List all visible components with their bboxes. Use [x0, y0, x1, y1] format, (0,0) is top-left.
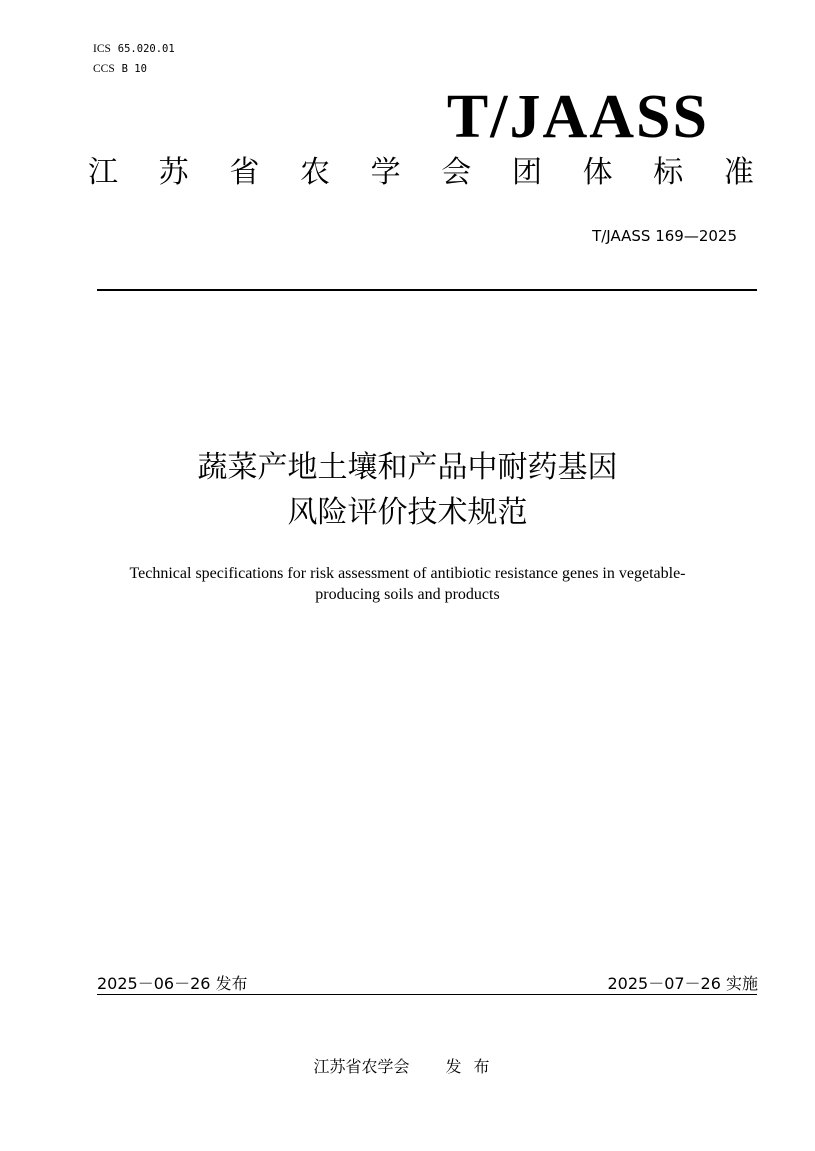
standard-number: T/JAASS 169—2025 [592, 227, 737, 245]
publisher-action: 发布 [445, 1057, 502, 1076]
document-title-en: Technical specifications for risk assessment of antibiotic resistance genes in vegetable-producing soils and products [129, 565, 686, 603]
ics-row [93, 39, 175, 59]
classification-codes [93, 39, 175, 79]
standard-brand-logo: T/JAASS [446, 83, 709, 151]
org-title-char: 标 [653, 155, 684, 190]
org-title-char: 会 [441, 155, 472, 190]
implementation-date: 2025－07－26 实施 [607, 974, 758, 993]
ccs-label: CCS [93, 63, 115, 75]
ccs-value: B 10 [121, 63, 147, 75]
org-title-char: 准 [723, 155, 754, 190]
issue-date: 2025－06－26 发布 [97, 974, 248, 993]
ics-label: ICS [93, 43, 111, 55]
header-divider [97, 289, 757, 291]
ccs-row [93, 59, 175, 79]
publisher-org: 江苏省农学会 [313, 1057, 410, 1076]
footer-divider [97, 994, 757, 995]
title-cn-line2: 风险评价技术规范 [287, 495, 528, 530]
title-cn-line1: 蔬菜产地土壤和产品中耐药基因 [197, 450, 618, 485]
org-title-char: 苏 [158, 155, 189, 190]
org-title-char: 团 [511, 155, 542, 190]
org-title-char: 体 [582, 155, 613, 190]
publisher-line [0, 1054, 815, 1077]
org-title-char: 省 [229, 155, 260, 190]
org-standard-title [88, 155, 754, 190]
org-title-char: 江 [88, 155, 118, 190]
org-title-char: 农 [299, 155, 330, 190]
org-title-char: 学 [370, 155, 401, 190]
ics-value: 65.020.01 [117, 43, 175, 55]
document-title-cn [0, 445, 815, 535]
